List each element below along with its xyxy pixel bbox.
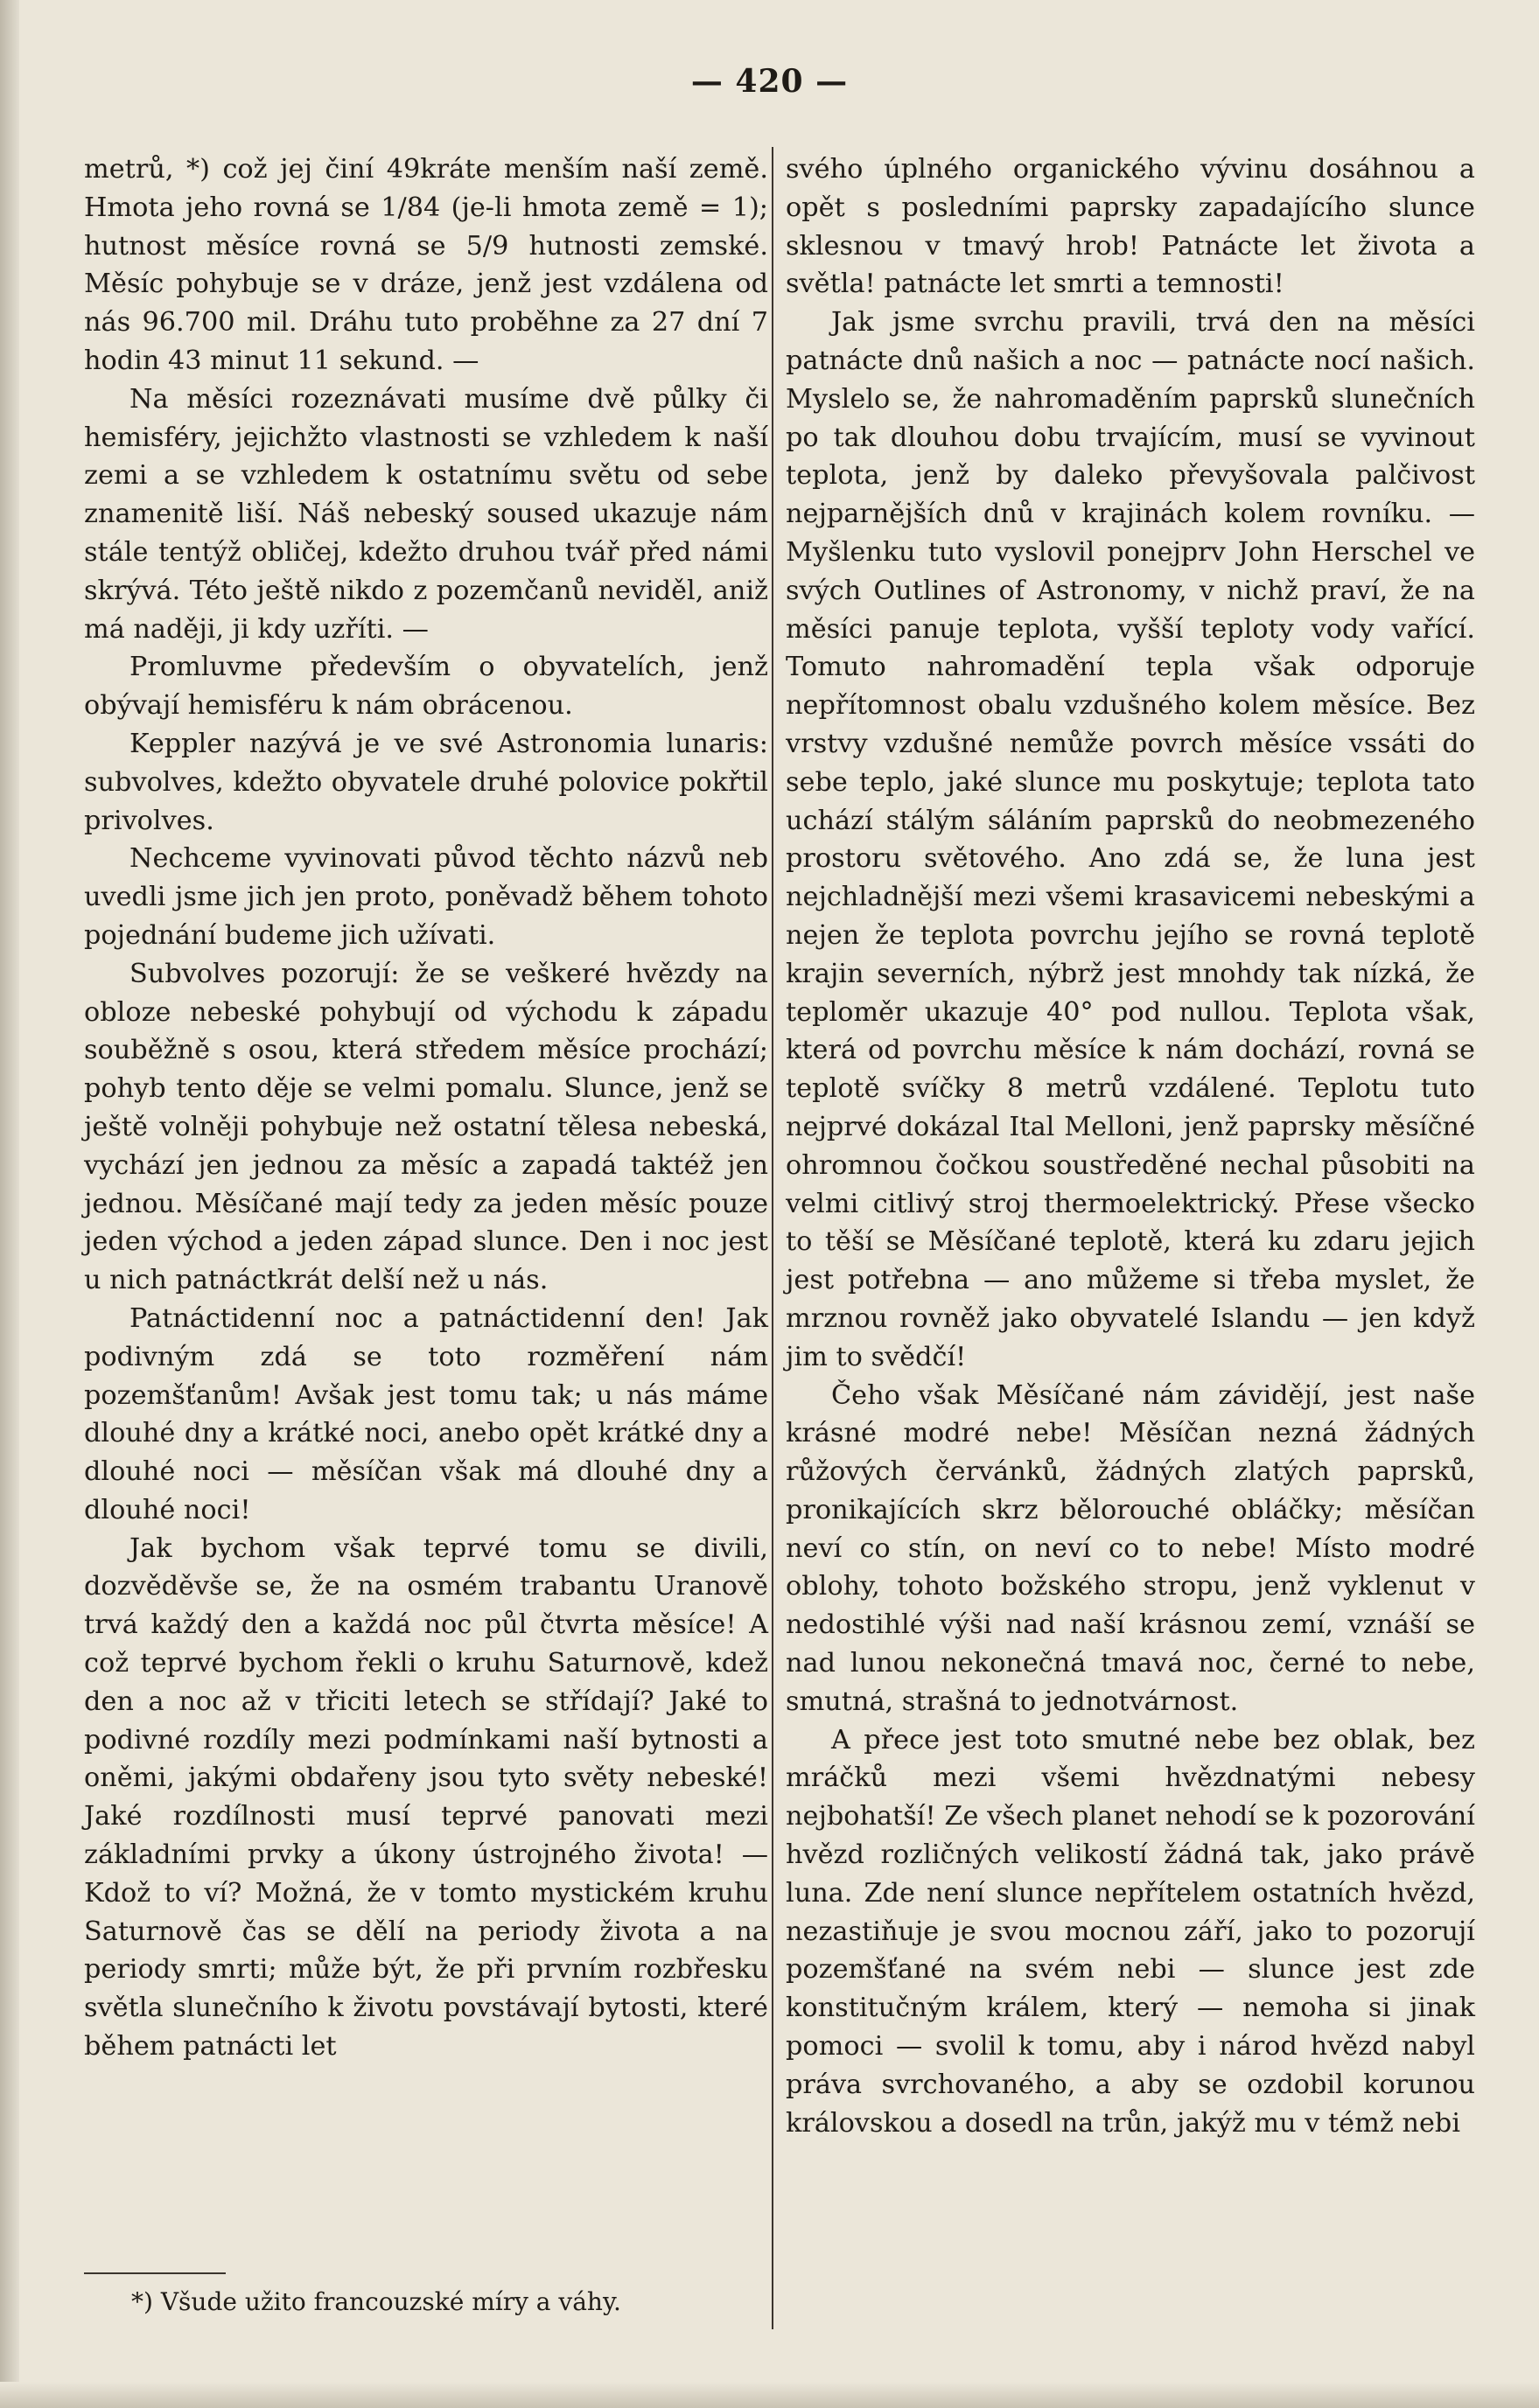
page-number: — 420 — [690,63,849,100]
right-column [786,150,1475,2142]
paragraph: Nechceme vyvinovati původ těchto názvů neb uvedli jsme jich jen proto, poněvadž během tohoto pojednání budeme jich užívati. [84,843,768,951]
paragraph: Jak jsme svrchu pravili, trvá den na měsíci patnácte dnů našich a noc — patnácte nocí našich. Myslelo se, že nahromaděním paprsků slunečních po tak dlouhou dobu trvajícím, musí se vyvinout teplota, jenž by daleko převyšovala palčivost nejparnějších dnů v krajinách kolem rovníku. — Myšlenku tuto vyslovil ponejprv John Herschel ve svých Outlines of Astronomy, v nichž praví, že na měsíci panuje teplota, vyšší teploty vody vařící. Tomuto nahromadění tepla však odporuje nepřítomnost obalu vzdušného kolem měsíce. Bez vrstvy vzdušné nemůže povrch měsíce vssáti do sebe teplo, jaké slunce mu poskytuje; teplota tato uchází stálým sáláním paprsků do neobmezeného prostoru světového. Ano zdá se, že luna jest nejchladnější mezi všemi krasavicemi nebeskými a nejen že teplota povrchu jejího se rovná teplotě krajin severních, nýbrž jest mnohdy tak nízká, že teploměr ukazuje 40° pod nullou. Teplota však, která od povrchu měsíce k nám dochází, rovná se teplotě svíčky 8 metrů vzdálené. Teplotu tuto nejprvé dokázal Ital Melloni, jenž paprsky měsíčné ohromnou čočkou soustředěné nechal působiti na velmi citlivý stroj thermoelektrický. Přese všecko to těší se Měsíčané teplotě, která ku zdaru jejich jest potřebna — ano můžeme si třeba myslet, že mrznou rovněž jako obyvatelé Islandu — jen když jim to svědčí! [786,307,1475,1372]
left-column [84,150,768,2066]
page-bottom-edge [0,2382,1539,2408]
paragraph: metrů, *) což jej činí 49kráte menším naší země. Hmota jeho rovná se 1/84 (je-li hmota země = 1); hutnost měsíce rovná se 5/9 hutnosti zemské. Měsíc pohybuje se v dráze, jenž jest vzdálena od nás 96.700 mil. Dráhu tuto proběhne za 27 dní 7 hodin 43 minut 11 sekund. — [84,154,768,376]
paragraph: Promluvme především o obyvatelích, jenž obývají hemisféru k nám obrácenou. [84,652,768,722]
paragraph: Na měsíci rozeznávati musíme dvě půlky či hemisféry, jejichžto vlastnosti se vzhledem k naší zemi a se vzhledem k ostatnímu světu od sebe znamenitě liší. Náš nebeský soused ukazuje nám stále tentýž obličej, kdežto druhou tvář před námi skrývá. Této ještě nikdo z pozemčanů neviděl, aniž má naději, ji kdy uzříti. — [84,383,768,645]
paragraph: Subvolves pozorují: že se veškeré hvězdy na obloze nebeské pohybují od východu k západu souběžně s osou, která středem měsíce prochází; pohyb tento děje se velmi pomalu. Slunce, jenž se ještě volněji pohybuje než ostatní tělesa nebeská, vychází jen jednou za měsíc a zapadá taktéž jen jednou. Měsíčané mají tedy za jeden měsíc pouze jeden východ a jeden západ slunce. Den i noc jest u nich patnáctkrát delší než u nás. [84,958,768,1296]
footnote-rule [84,2272,226,2274]
footnote: *) Všude užito francouzské míry a váhy. [131,2287,621,2316]
paragraph: Čeho však Měsíčané nám závidějí, jest naše krásné modré nebe! Měsíčan nezná žádných růžových červánků, žádných zlatých paprsků, pronikajících skrz bělorouché obláčky; měsíčan neví co stín, on neví co to nebe! Místo modré oblohy, tohoto božského stropu, jenž vyklenut v nedostihlé výši nad naší krásnou zemí, vznáší se nad lunou nekonečná tmavá noc, černé to nebe, smutná, strašná to jednotvárnost. [786,1379,1475,1717]
paragraph: A přece jest toto smutné nebe bez oblak, bez mráčků mezi všemi hvězdnatými nebesy nejbohatší! Ze všech planet nehodí se k pozorování hvězd rozličných velikostí žádná tak, jako právě luna. Zde není slunce nepřítelem ostatních hvězd, nezastiňuje je svou mocnou září, jako to pozorují pozemšťané na svém nebi — slunce jest zde konstitučným králem, který — nemoha si jinak pomoci — svolil k tomu, aby i národ hvězd nabyl práva svrchovaného, a aby se ozdobil korunou královskou a dosedl na trůn, jakýž mu v témž nebi [786,1724,1475,2139]
paragraph: Patnáctidenní noc a patnáctidenní den! Jak podivným zdá se toto rozměření nám pozemšťanům! Avšak jest tomu tak; u nás máme dlouhé dny a krátké noci, anebo opět krátké dny a dlouhé noci — měsíčan však má dlouhé dny a dlouhé noci! [84,1302,768,1525]
page-edge-shadow [0,0,19,2408]
paragraph: svého úplného organického vývinu dosáhnou a opět s posledními paprsky zapadajícího slunce sklesnou v tmavý hrob! Patnácte let života a světla! patnácte let smrti a temnosti! [786,154,1475,300]
column-divider [772,147,773,2329]
paragraph: Jak bychom však teprvé tomu se divili, dozvěděvše se, že na osmém trabantu Uranově trvá každý den a každá noc půl čtvrta měsíce! A což teprvé bychom řekli o kruhu Saturnově, kdež den a noc až v třiciti letech se střídají? Jaké to podivné rozdíly mezi podmínkami naší bytnosti a oněmi, jakými obdařeny jsou tyto světy nebeské! Jaké rozdílnosti musí teprvé panovati mezi základními prvky a úkony ústrojného života! — Kdož to ví? Možná, že v tomto mystickém kruhu Saturnově čas se dělí na periody života a na periody smrti; může být, že při prvním rozbřesku světla slunečního k životu povstávají bytosti, které během patnácti let [84,1532,768,2063]
paragraph: Keppler nazývá je ve své Astronomia lunaris: subvolves, kdežto obyvatele druhé polovice pokřtil privolves. [84,728,768,836]
